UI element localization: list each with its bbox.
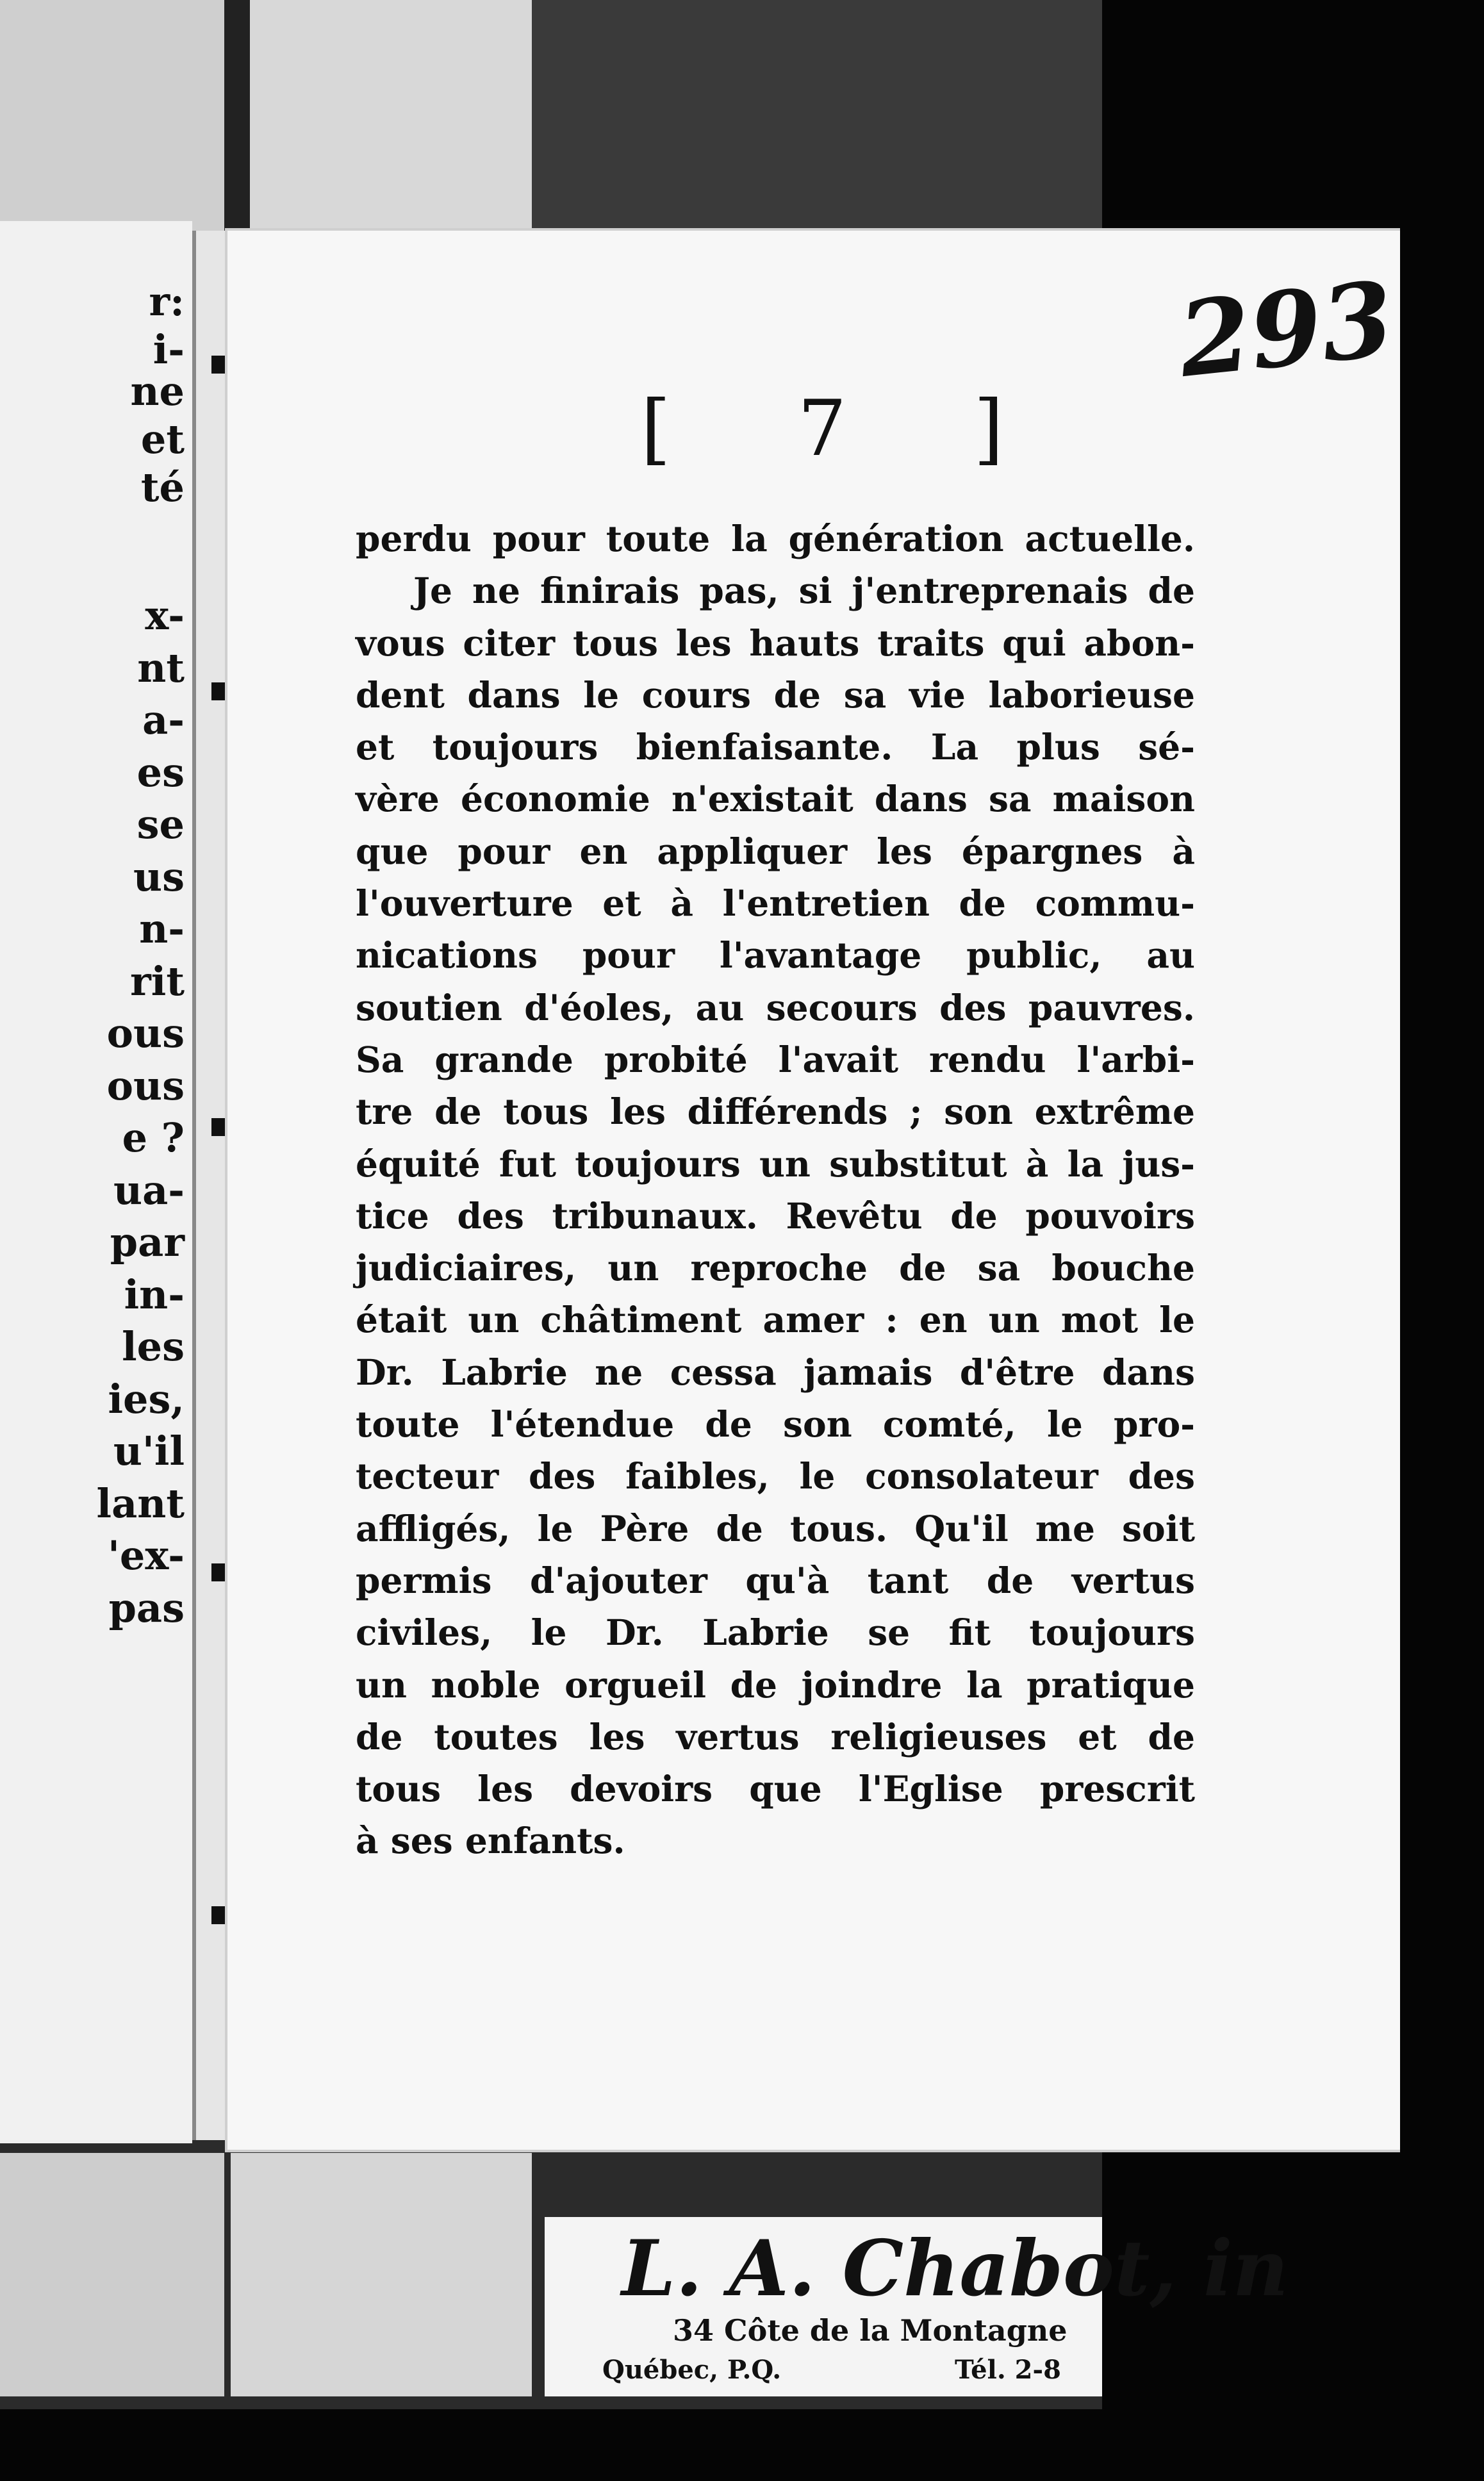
left-page-fragment: ua- <box>113 1166 185 1214</box>
text-line: un noble orgueil de joindre la pratique <box>356 1663 1195 1706</box>
text-line: civiles, le Dr. Labrie se fit toujours <box>356 1611 1195 1654</box>
stamp-telephone: Tél. 2-8 <box>955 2355 1061 2385</box>
left-page-fragment: u'il <box>113 1428 185 1474</box>
left-page-fragment: ous <box>106 1010 185 1057</box>
text-line: judiciaires, un reproche de sa bouche <box>356 1247 1195 1289</box>
top-dark-backing <box>532 0 1102 243</box>
text-line: vous citer tous les hauts traits qui abon- <box>356 622 1195 664</box>
text-line: Dr. Labrie ne cessa jamais d'être dans <box>356 1351 1195 1393</box>
left-page-fragment: i- <box>153 326 185 373</box>
text-line: soutien d'éoles, au secours des pauvres. <box>356 986 1195 1028</box>
text-line: et toujours bienfaisante. La plus sé- <box>356 726 1195 768</box>
left-page-fragment: lant <box>96 1480 185 1527</box>
stamp-city: Québec, P.Q. <box>602 2355 782 2385</box>
left-page-fragment: es <box>136 748 185 796</box>
text-line: toute l'étendue de son comté, le pro- <box>356 1403 1195 1446</box>
text-line: Je ne finirais pas, si j'entreprenais de <box>413 570 1195 612</box>
left-page-fragment: ne <box>130 368 185 415</box>
text-line: tice des tribunaux. Revêtu de pouvoirs <box>356 1194 1195 1237</box>
printer-stamp <box>545 2217 1289 2396</box>
text-line: tecteur des faibles, le consolateur des <box>356 1455 1195 1497</box>
left-facing-page <box>0 221 192 2143</box>
right-dark-background <box>1400 0 1484 2481</box>
left-page-fragment: se <box>136 801 185 848</box>
left-page-fragment: us <box>133 853 185 900</box>
text-line: équité fut toujours un substitut à la jus- <box>356 1142 1195 1185</box>
body-text <box>356 513 1195 1867</box>
text-line: tre de tous les différends ; son extrême <box>356 1091 1195 1133</box>
left-page-fragment: 'ex- <box>107 1532 185 1579</box>
text-line: affligés, le Père de tous. Qu'il me soit <box>356 1507 1195 1549</box>
bottom-middle-tape <box>231 2153 532 2396</box>
text-line: de toutes les vertus religieuses et de <box>356 1715 1195 1758</box>
left-page-fragment: ies, <box>108 1375 185 1422</box>
left-page-fragment: ous <box>106 1062 185 1109</box>
text-line: était un châtiment amer : en un mot le <box>356 1299 1195 1341</box>
left-page-fragment: rit <box>130 957 185 1005</box>
text-line: permis d'ajouter qu'à tant de vertus <box>356 1559 1195 1601</box>
left-page-fragment: té <box>140 464 185 511</box>
left-page-fragment: par <box>110 1219 185 1265</box>
text-line: que pour en appliquer les épargnes à <box>356 830 1195 872</box>
text-line: dent dans le cours de sa vie laborieuse <box>356 673 1195 716</box>
page-number: [ 7 ] <box>641 384 1055 474</box>
stamp-name: L. A. Chabot, in <box>622 2223 1289 2314</box>
left-page-fragment: et <box>140 416 185 463</box>
left-page-fragment: les <box>122 1323 185 1370</box>
left-page-fragment: a- <box>142 696 185 743</box>
left-page-fragment: pas <box>108 1584 185 1631</box>
text-line: à ses enfants. <box>356 1820 625 1862</box>
text-line: vère économie n'existait dans sa maison <box>356 778 1195 820</box>
handwritten-folio: 293 <box>1173 258 1399 400</box>
left-page-fragment: nt <box>137 644 185 691</box>
text-line: tous les devoirs que l'Eglise prescrit <box>356 1768 1195 1810</box>
text-line: Sa grande probité l'avait rendu l'arbi- <box>356 1038 1195 1080</box>
bottom-left-tape <box>0 2153 224 2396</box>
stamp-address: 34 Côte de la Montagne <box>673 2313 1068 2348</box>
left-page-fragment: n- <box>139 905 185 952</box>
text-line: perdu pour toute la génération actuelle. <box>356 518 1195 559</box>
left-page-fragment: r: <box>149 278 185 325</box>
left-page-fragment: in- <box>124 1271 185 1318</box>
left-page-fragment: e ? <box>122 1114 185 1161</box>
text-line: l'ouverture et à l'entretien de commu- <box>356 882 1195 925</box>
text-line: nications pour l'avantage public, au <box>356 934 1195 977</box>
left-page-fragment: x- <box>145 592 185 639</box>
